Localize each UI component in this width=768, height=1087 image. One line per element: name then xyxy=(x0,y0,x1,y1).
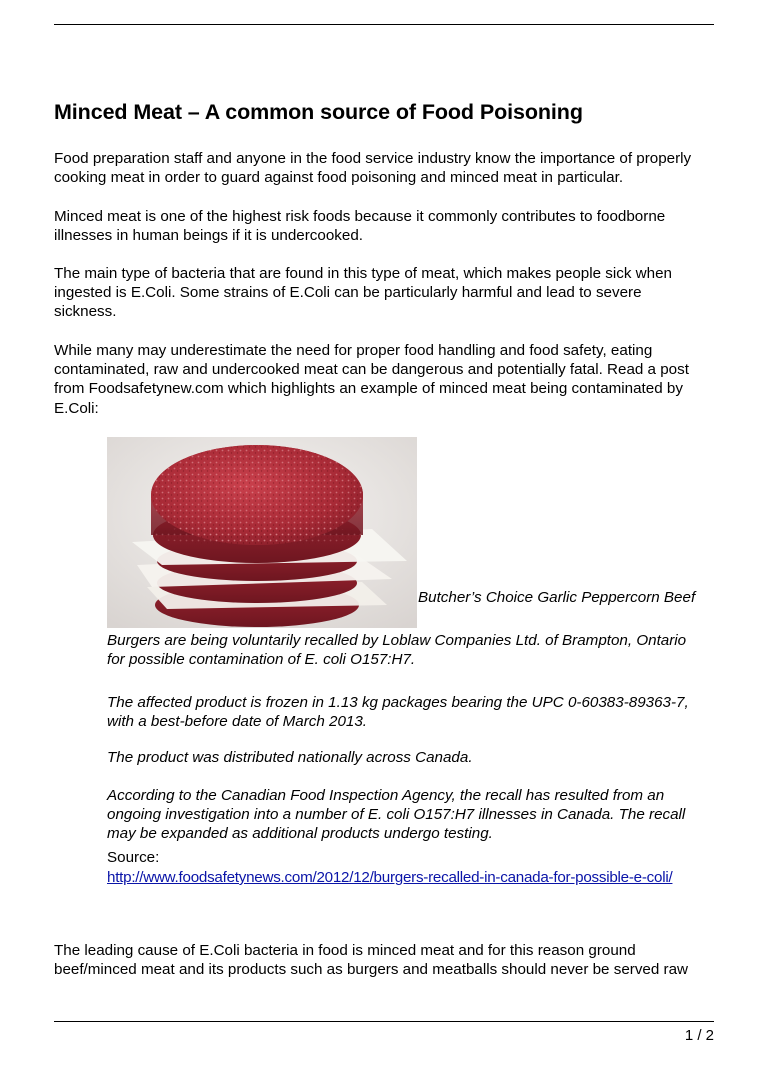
quote-block-4-line-3: may be expanded as additional products undergo testing. xyxy=(107,825,493,843)
paragraph-4-line-1: While many may underestimate the need for proper food handling and food safety, eating xyxy=(54,342,653,359)
quote-block-1-line-1: Burgers are being voluntarily recalled by Loblaw Companies Ltd. of Brampton, Ontario xyxy=(107,632,687,649)
quote-block-2-line-1: The affected product is frozen in 1.13 kg packages bearing the UPC 0-60383-89363-7, xyxy=(107,694,689,711)
quote-block-1-line-2: for possible contamination of E. coli O157:H7. xyxy=(107,651,416,669)
quote-block-4 xyxy=(107,786,727,844)
quote-block-4-line-2: ongoing investigation into a number of E. coli O157:H7 illnesses in Canada. The recall xyxy=(107,806,686,824)
paragraph-4 xyxy=(54,341,714,418)
footer-rule xyxy=(54,1021,714,1022)
paragraph-1-line-2: cooking meat in order to guard against food poisoning and minced meat in particular. xyxy=(54,169,624,187)
paragraph-4-line-2: contaminated, raw and undercooked meat can be dangerous and potentially fatal. Read a post xyxy=(54,361,689,379)
top-rule xyxy=(54,24,714,25)
closing-line-1: The leading cause of E.Coli bacteria in food is minced meat and for this reason ground xyxy=(54,942,636,959)
quote-block-2-line-2: with a best-before date of March 2013. xyxy=(107,713,368,731)
source-label: Source: xyxy=(107,849,160,866)
source-link[interactable]: http://www.foodsafetynews.com/2012/12/burgers-recalled-in-canada-for-possible-e-coli/ xyxy=(107,869,673,886)
paragraph-4-line-4: E.Coli: xyxy=(54,399,99,417)
paragraph-1 xyxy=(54,149,714,187)
quote-block-2 xyxy=(107,693,727,731)
paragraph-2 xyxy=(54,207,714,245)
quote-block-3-line-1: The product was distributed nationally across Canada. xyxy=(107,749,473,766)
paragraph-1-line-1: Food preparation staff and anyone in the food service industry know the importance of properly xyxy=(54,150,692,167)
closing-line-2: beef/minced meat and its products such as burgers and meatballs should never be served raw xyxy=(54,961,689,979)
quote-first-line: Butcher’s Choice Garlic Peppercorn Beef xyxy=(418,589,696,606)
closing-paragraph xyxy=(54,941,714,979)
paragraph-3-line-3: sickness. xyxy=(54,303,117,321)
page-number: 1 / 2 xyxy=(684,1027,714,1044)
paragraph-3-line-2: ingested is E.Coli. Some strains of E.Coli can be particularly harmful and lead to severe xyxy=(54,284,642,302)
paragraph-2-line-1: Minced meat is one of the highest risk foods because it commonly contributes to foodborne xyxy=(54,208,666,225)
quote-block-1 xyxy=(107,631,727,669)
quote-block-3 xyxy=(107,748,727,767)
paragraph-3-line-1: The main type of bacteria that are found in this type of meat, which makes people sick when xyxy=(54,265,672,282)
paragraph-2-line-2: illnesses in human beings if it is undercooked. xyxy=(54,227,363,245)
paragraph-3 xyxy=(54,264,714,322)
quote-block-4-line-1: According to the Canadian Food Inspection Agency, the recall has resulted from an xyxy=(107,787,665,804)
paragraph-4-line-3: from Foodsafetynew.com which highlights an example of minced meat being contaminated by xyxy=(54,380,683,398)
burger-patties-photo xyxy=(107,437,417,628)
page-title: Minced Meat – A common source of Food Poisoning xyxy=(54,100,583,124)
